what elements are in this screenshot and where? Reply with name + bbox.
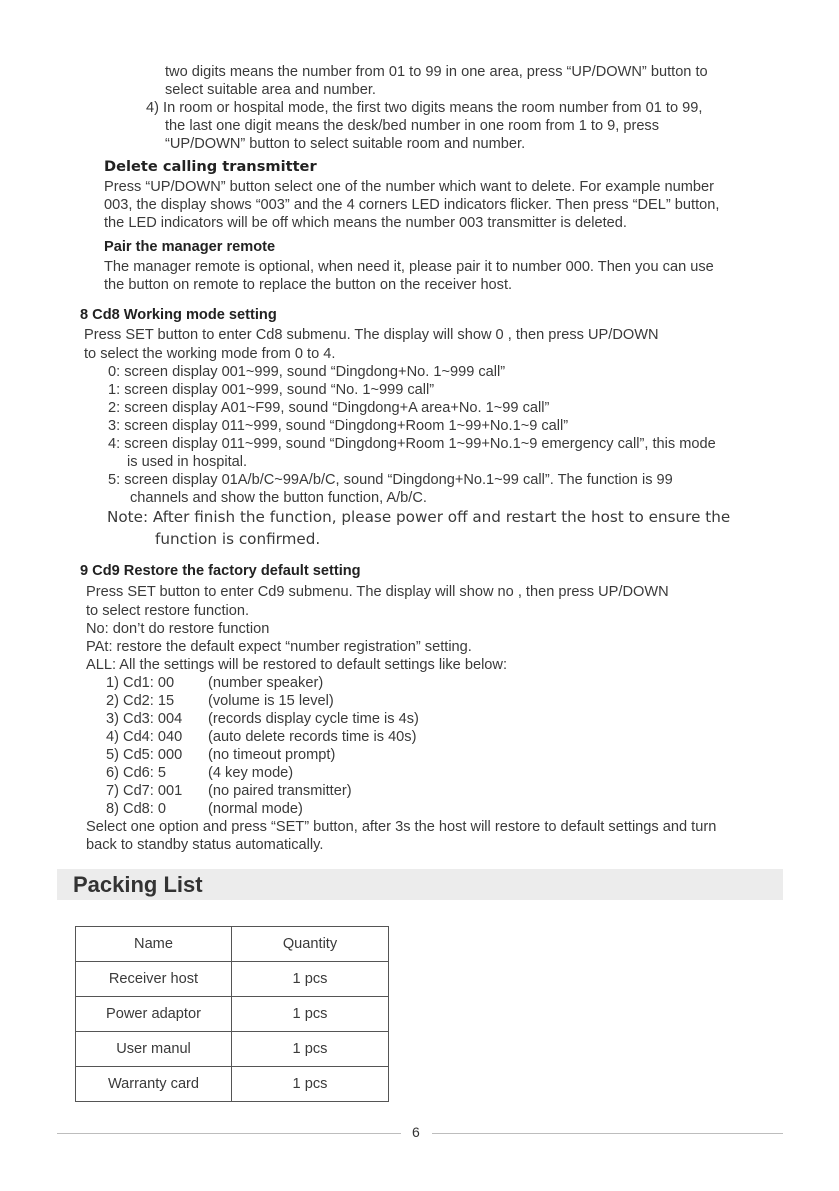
packing-list-table bbox=[75, 926, 389, 1102]
table-cell-quantity: 1 pcs bbox=[232, 962, 389, 997]
default-code: 3) Cd3: 004 bbox=[106, 711, 183, 727]
mode-item: 3: screen display 011~999, sound “Dingdong+Room 1~99+No.1~9 call” bbox=[108, 418, 569, 434]
default-desc: (records display cycle time is 4s) bbox=[208, 711, 419, 727]
default-desc: (number speaker) bbox=[208, 675, 324, 691]
text-line: the button on remote to replace the button on the receiver host. bbox=[104, 277, 513, 293]
packing-list-header-bar bbox=[57, 869, 783, 900]
default-code: 7) Cd7: 001 bbox=[106, 783, 183, 799]
mode-item: 4: screen display 011~999, sound “Dingdong+Room 1~99+No.1~9 emergency call”, this mode bbox=[108, 436, 716, 452]
table-cell-quantity: 1 pcs bbox=[232, 997, 389, 1032]
section-heading-cd9: 9 Cd9 Restore the factory default setting bbox=[80, 563, 361, 579]
mode-item: 0: screen display 001~999, sound “Dingdong+No. 1~999 call” bbox=[108, 364, 506, 380]
table-cell-quantity: 1 pcs bbox=[232, 1032, 389, 1067]
default-code: 5) Cd5: 000 bbox=[106, 747, 183, 763]
text-line: to select restore function. bbox=[86, 603, 250, 619]
default-code: 8) Cd8: 0 bbox=[106, 801, 167, 817]
default-desc: (4 key mode) bbox=[208, 765, 294, 781]
text-line: “UP/DOWN” button to select suitable room and number. bbox=[165, 136, 526, 152]
text-line: The manager remote is optional, when need it, please pair it to number 000. Then you can use bbox=[104, 259, 714, 275]
section-heading-delete: Delete calling transmitter bbox=[104, 158, 317, 175]
text-line: 003, the display shows “003” and the 4 corners LED indicators flicker. Then press “DEL” button, bbox=[104, 197, 720, 213]
section-heading-pair: Pair the manager remote bbox=[104, 239, 276, 255]
table-header-row bbox=[76, 927, 389, 962]
text-line: select suitable area and number. bbox=[165, 82, 376, 98]
text-line: to select the working mode from 0 to 4. bbox=[84, 346, 336, 362]
text-line: PAt: restore the default expect “number registration” setting. bbox=[86, 639, 472, 655]
table-cell-name: Warranty card bbox=[76, 1067, 232, 1102]
column-header: Quantity bbox=[232, 927, 389, 962]
default-code: 1) Cd1: 00 bbox=[106, 675, 175, 691]
column-header: Name bbox=[76, 927, 232, 962]
page-number: 6 bbox=[412, 1124, 420, 1140]
text-line: back to standby status automatically. bbox=[86, 837, 324, 853]
section-heading-cd8: 8 Cd8 Working mode setting bbox=[80, 307, 277, 323]
text-line: two digits means the number from 01 to 99 in one area, press “UP/DOWN” button to bbox=[165, 64, 708, 80]
note-text: function is confirmed. bbox=[155, 530, 321, 548]
default-desc: (volume is 15 level) bbox=[208, 693, 334, 709]
default-code: 6) Cd6: 5 bbox=[106, 765, 167, 781]
table-cell-name: Receiver host bbox=[76, 962, 232, 997]
text-line: No: don’t do restore function bbox=[86, 621, 270, 637]
default-code: 4) Cd4: 040 bbox=[106, 729, 183, 745]
mode-item: 5: screen display 01A/b/C~99A/b/C, sound “Dingdong+No.1~99 call”. The function is 99 bbox=[108, 472, 673, 488]
table-row bbox=[76, 997, 389, 1032]
mode-item: is used in hospital. bbox=[127, 454, 248, 470]
default-desc: (no paired transmitter) bbox=[208, 783, 352, 799]
table-cell-name: User manul bbox=[76, 1032, 232, 1067]
table-row bbox=[76, 1067, 389, 1102]
default-code: 2) Cd2: 15 bbox=[106, 693, 175, 709]
default-desc: (normal mode) bbox=[208, 801, 303, 817]
table-row bbox=[76, 1032, 389, 1067]
text-line: Press SET button to enter Cd8 submenu. The display will show 0 , then press UP/DOWN bbox=[84, 327, 659, 343]
packing-list-title: Packing List bbox=[73, 872, 203, 897]
mode-item: 2: screen display A01~F99, sound “Dingdong+A area+No. 1~99 call” bbox=[108, 400, 550, 416]
text-line: the LED indicators will be off which means the number 003 transmitter is deleted. bbox=[104, 215, 627, 231]
text-line: ALL: All the settings will be restored to default settings like below: bbox=[86, 657, 508, 673]
table-cell-quantity: 1 pcs bbox=[232, 1067, 389, 1102]
footer-divider-right bbox=[432, 1133, 783, 1134]
text-line: Select one option and press “SET” button, after 3s the host will restore to default settings and turn bbox=[86, 819, 717, 835]
mode-item: 1: screen display 001~999, sound “No. 1~999 call” bbox=[108, 382, 435, 398]
text-line: Press SET button to enter Cd9 submenu. The display will show no , then press UP/DOWN bbox=[86, 584, 669, 600]
default-desc: (auto delete records time is 40s) bbox=[208, 729, 417, 745]
mode-item: channels and show the button function, A/b/C. bbox=[130, 490, 427, 506]
table-cell-name: Power adaptor bbox=[76, 997, 232, 1032]
text-line: 4) In room or hospital mode, the first two digits means the room number from 01 to 99, bbox=[146, 100, 703, 116]
table-row bbox=[76, 962, 389, 997]
default-desc: (no timeout prompt) bbox=[208, 747, 336, 763]
text-line: the last one digit means the desk/bed number in one room from 1 to 9, press bbox=[165, 118, 660, 134]
footer-divider-left bbox=[57, 1133, 401, 1134]
note-text: Note: After finish the function, please power off and restart the host to ensure the bbox=[107, 508, 731, 526]
text-line: Press “UP/DOWN” button select one of the number which want to delete. For example number bbox=[104, 179, 714, 195]
